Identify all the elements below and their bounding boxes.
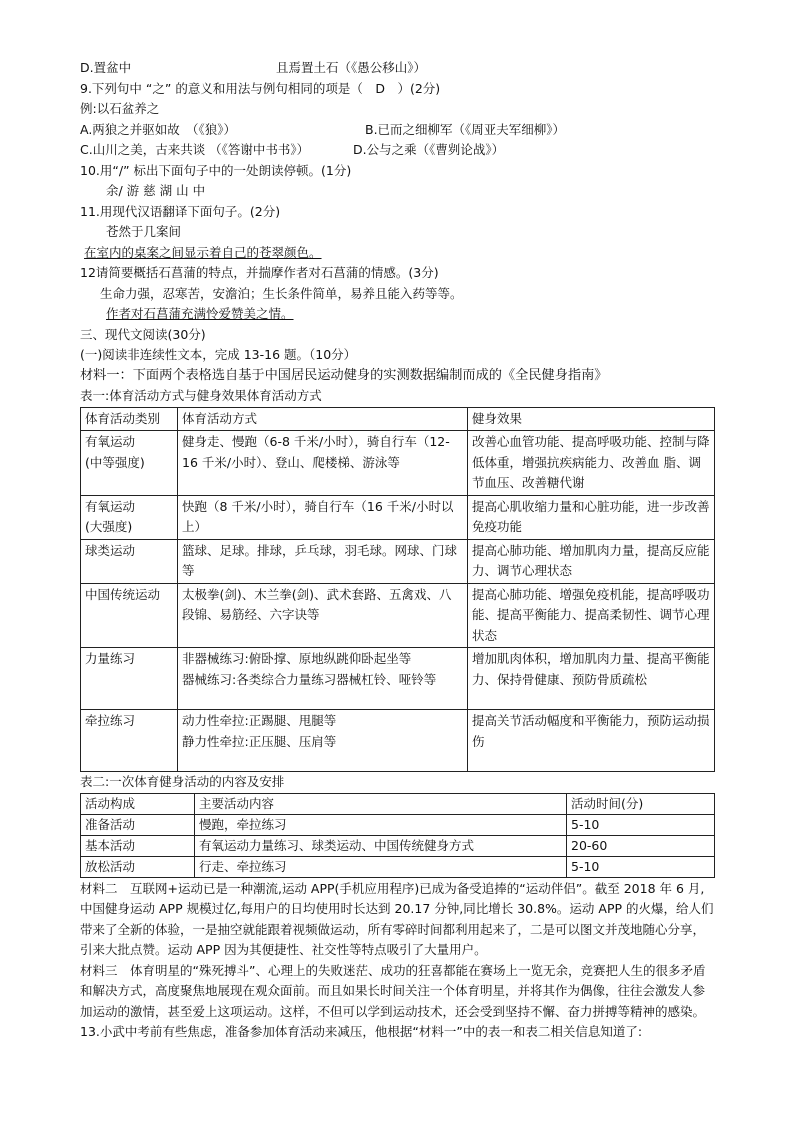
material-1-intro: 材料一：下面两个表格选自基于中国居民运动健身的实测数据编制而成的《全民健身指南》	[80, 367, 608, 383]
question-12-answer-2: 作者对石菖蒲充满怜爱赞美之情。	[106, 306, 294, 321]
table-cell: 改善心血管功能、提高呼吸功能、控制与降低体重，增强抗疾病能力、改善血 脂、调节血压、改善糖代谢	[468, 431, 715, 496]
table-cell: 有氧运动力量练习、球类运动、中国传统健身方式	[195, 835, 567, 856]
table-1-header: 健身效果	[468, 407, 715, 431]
table-2-header: 活动构成	[81, 793, 195, 814]
question-11-sentence: 苍然于几案间	[106, 224, 182, 239]
table-cell: 有氧运动 (大强度)	[81, 495, 178, 539]
material-3: 材料三 体育明星的“殊死搏斗”、心理上的失败迷茫、成功的狂喜都能在赛场上一览无余，竞赛把人生的很多矛盾和解决方式，高度聚焦地展现在观众面前。而且如果长时间关注一个体育明星，并将其作为偶像，往往会激发人参加运动的激情，甚至爱上这项运动。这样，不但可以学到运动技术，还会受到坚持不懈、奋力拼搏等精神的感染。	[80, 962, 706, 1019]
table-cell: 太极拳(剑)、木兰拳(剑)、武术套路、五禽戏、八段锦、易筋经、六字诀等	[178, 583, 468, 648]
table-1-caption: 表一:体育活动方式与健身效果体育活动方式	[80, 388, 322, 403]
section-3-heading: 三、现代文阅读(30分)	[80, 326, 206, 342]
option-d-right: 且焉置土石（《愚公移山》）	[276, 60, 427, 75]
table-cell: 中国传统运动	[81, 583, 178, 648]
question-10: 10.用“/” 标出下面句子中的一处朗读停顿。(1分)	[80, 162, 352, 178]
question-11: 11.用现代汉语翻译下面句子。(2分)	[80, 203, 281, 219]
table-cell: 行走、牵拉练习	[195, 856, 567, 877]
table-cell: 有氧运动 (中等强度)	[81, 431, 178, 496]
table-cell: 力量练习	[81, 648, 178, 710]
question-11-answer-line	[80, 243, 714, 264]
question-9-example: 例:以石盆养之	[80, 101, 160, 116]
table-2-header: 活动时间(分)	[567, 793, 715, 814]
table-cell: 提高关节活动幅度和平衡能力，预防运动损伤	[468, 710, 715, 772]
table-2-caption: 表二:一次体育健身活动的内容及安排	[80, 774, 285, 789]
question-12: 12请简要概括石菖蒲的特点，并揣摩作者对石菖蒲的情感。(3分)	[80, 265, 439, 280]
question-9-option-c: C.山川之美，古来共谈 （《答谢中书书》）	[80, 142, 310, 157]
table-row	[81, 539, 715, 583]
table-cell: 牵拉练习	[81, 710, 178, 772]
question-11-answer: 在室内的桌案之间显示着自己的苍翠颜色。	[84, 244, 322, 260]
table-cell: 慢跑，牵拉练习	[195, 814, 567, 835]
table-row	[81, 835, 715, 856]
material-2: 材料二 互联网+运动已是一种潮流,运动 APP(手机应用程序)已成为备受追捧的“运动伴侣”。截至 2018 年 6 月,中国健身运动 APP 规模过亿,每用户的日均使用时长达到 20.17 分钟,同比增长 30.8%。运动 APP 的火爆，给人们带来了全新的体验，一是抽空就能跟着视频做运动，所有零碎时间都利用起来了，二是可以图文并茂地随心分享，引来大批点赞。运动 APP 因为其便捷性、社交性等特点吸引了大量用户。	[80, 880, 714, 957]
table-1-header: 体育活动方式	[178, 407, 468, 431]
table-row	[81, 583, 715, 648]
table-cell: 球类运动	[81, 539, 178, 583]
question-9-options-ab	[80, 120, 714, 141]
table-cell: 20-60	[567, 835, 715, 856]
table-cell: 健身走、慢跑（6-8 千米/小时），骑自行车（12-16 千米/小时）、登山、爬楼梯、游泳等	[178, 431, 468, 496]
question-9-options-cd	[80, 140, 714, 161]
section-3-part-1: (一)阅读非连续性文本，完成 13-16 题。（10分）	[80, 347, 357, 362]
table-1-header: 体育活动类别	[81, 407, 178, 431]
table-row	[81, 495, 715, 539]
table-row	[81, 648, 715, 710]
table-2-header-row	[81, 793, 715, 814]
table-cell: 5-10	[567, 814, 715, 835]
question-10-sentence: 余/ 游 慈 湖 山 中	[106, 183, 206, 198]
table-cell: 基本活动	[81, 835, 195, 856]
table-cell: 提高心肺功能、增加肌肉力量，提高反应能力、调节心理状态	[468, 539, 715, 583]
question-9-option-d: D.公与之乘（《曹刿论战》）	[353, 142, 505, 157]
table-row	[81, 710, 715, 772]
table-cell: 快跑（8 千米/小时），骑自行车（16 千米/小时以上）	[178, 495, 468, 539]
table-row	[81, 856, 715, 877]
table-1	[80, 407, 715, 773]
table-1-header-row	[81, 407, 715, 431]
table-cell: 提高心肌收缩力量和心脏功能，进一步改善免疫功能	[468, 495, 715, 539]
question-12-answer-2-line	[80, 304, 714, 325]
question-9-option-a: A.两狼之并驱如故 （《狼》）	[80, 121, 237, 137]
option-d-left: D.置盆中	[80, 60, 132, 75]
question-13: 13.小武中考前有些焦虑，准备参加体育活动来减压，他根据“材料一”中的表一和表二相关信息知道了:	[80, 1024, 643, 1039]
table-row	[81, 814, 715, 835]
table-2-header: 主要活动内容	[195, 793, 567, 814]
table-cell: 放松活动	[81, 856, 195, 877]
question-9: 9.下列句中 “之” 的意义和用法与例句相同的项是（ D ）(2分)	[80, 80, 441, 96]
table-2	[80, 793, 715, 878]
table-cell: 非器械练习:俯卧撑、原地纵跳仰卧起坐等 器械练习:各类综合力量练习器械杠铃、哑铃等	[178, 648, 468, 710]
table-cell: 增加肌肉体积，增加肌肉力量、提高平衡能力、保持骨健康、预防骨质疏松	[468, 648, 715, 710]
table-cell: 5-10	[567, 856, 715, 877]
table-cell: 准备活动	[81, 814, 195, 835]
question-9-option-b: B.已而之细柳军（《周亚夫军细柳》）	[365, 121, 566, 137]
option-d-line	[80, 58, 714, 79]
question-12-answer-1: 生命力强，忍寒苦，安澹泊；生长条件简单，易养且能入药等等。	[100, 285, 463, 301]
table-cell: 动力性牵拉:正踢腿、甩腿等 静力性牵拉:正压腿、压肩等	[178, 710, 468, 772]
table-cell: 篮球、足球。排球，乒乓球，羽毛球。网球、门球等	[178, 539, 468, 583]
table-row	[81, 431, 715, 496]
table-cell: 提高心肺功能、增强免疫机能，提高呼吸功能、提高平衡能力、提高柔韧性、调节心理状态	[468, 583, 715, 648]
